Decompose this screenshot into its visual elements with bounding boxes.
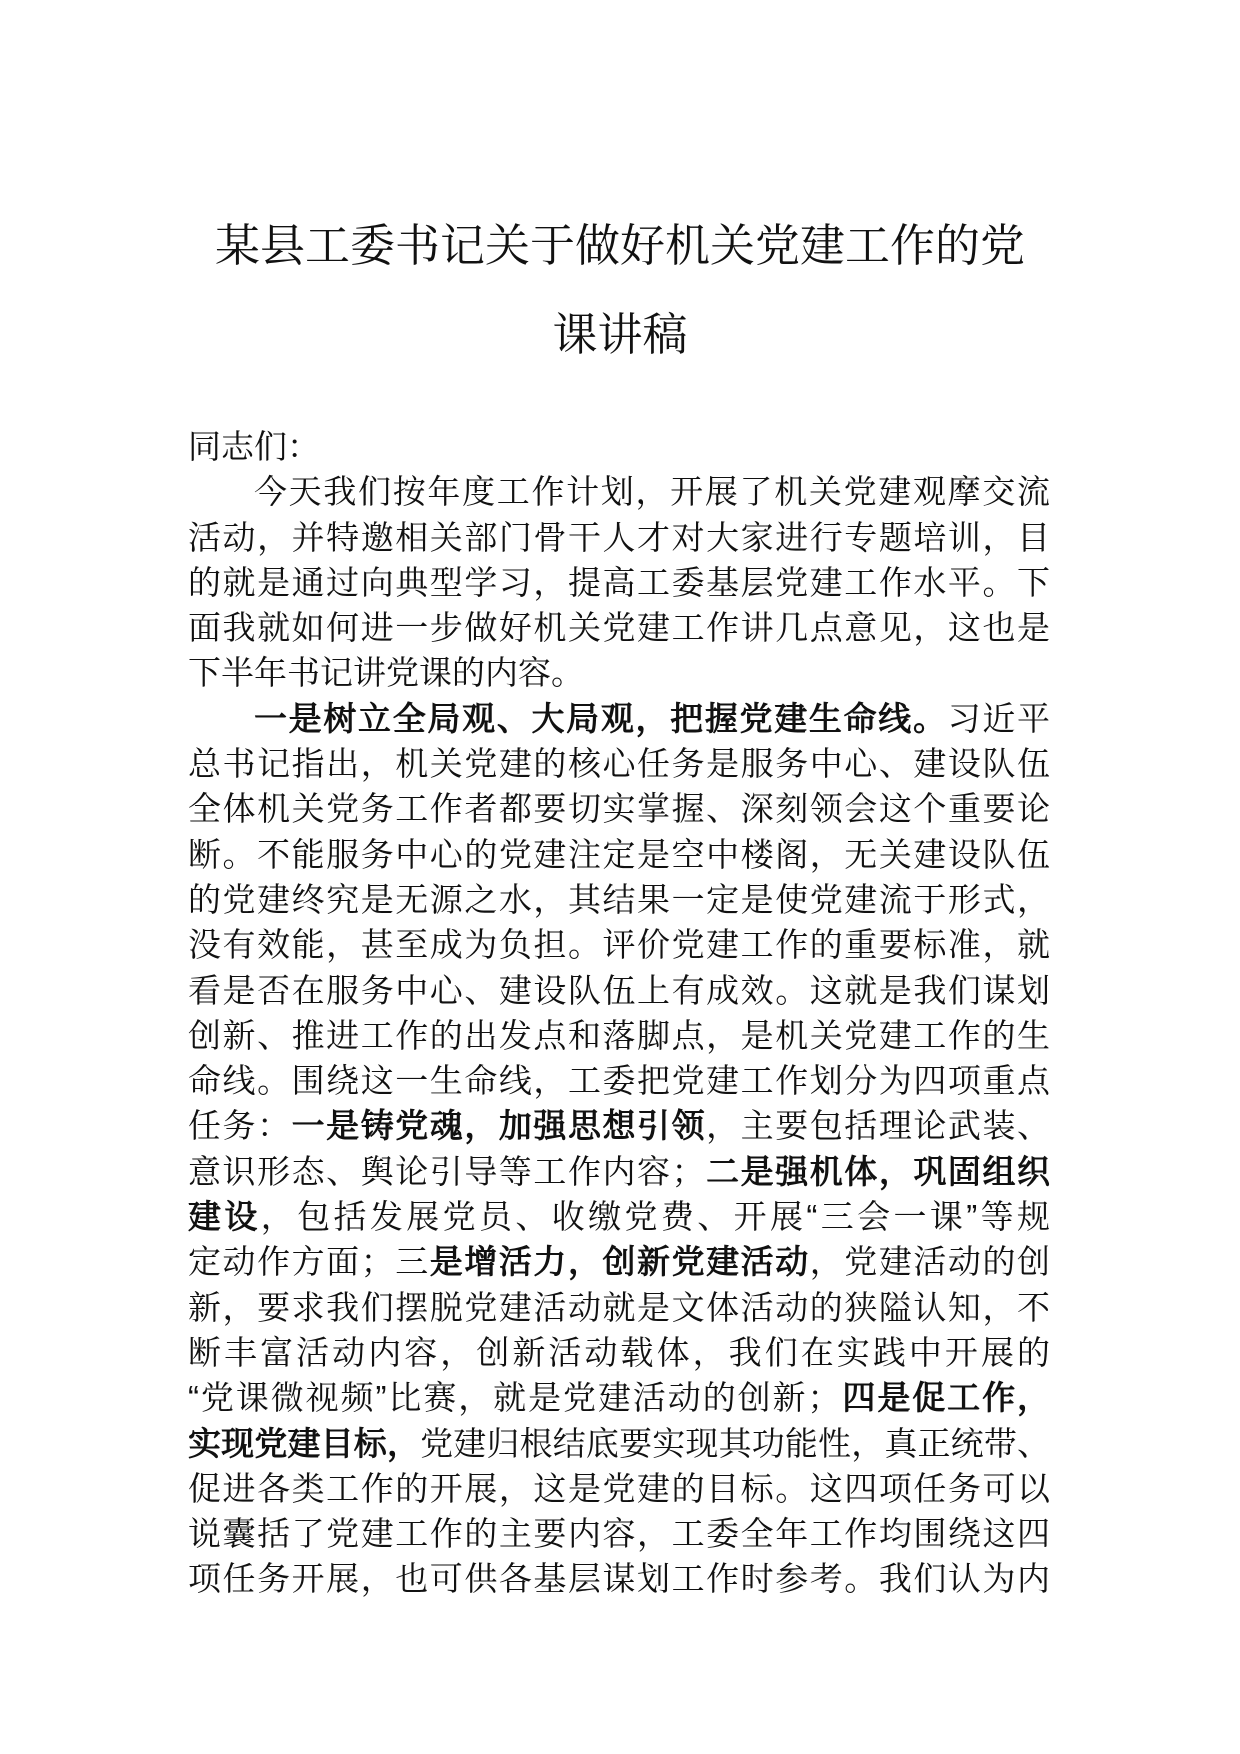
text-line xyxy=(188,877,1050,922)
text-line xyxy=(188,1330,1050,1375)
text-line xyxy=(188,968,1050,1013)
text-line xyxy=(188,1285,1050,1330)
text-line xyxy=(188,469,1050,514)
text-segment: 命线。围绕这一生命线，工委把党建工作划分为四项重点 xyxy=(188,1062,1050,1100)
text-segment: 同志们： xyxy=(188,428,320,465)
text-line xyxy=(188,696,1050,741)
text-segment: 总书记指出，机关党建的核心任务是服务中心、建设队伍 xyxy=(188,745,1050,783)
text-segment: 定动作方面；三 xyxy=(188,1243,430,1281)
text-segment: 的就是通过向典型学习，提高工委基层党建工作水平。下 xyxy=(188,563,1050,601)
text-line xyxy=(188,832,1050,877)
text-line xyxy=(188,1058,1050,1103)
text-line xyxy=(188,424,1050,469)
bold-text-segment: 四是促工作， xyxy=(840,1379,1051,1417)
text-line xyxy=(188,1149,1050,1194)
text-segment: 断。不能服务中心的党建注定是空中楼阁，无关建设队伍 xyxy=(188,835,1050,873)
document-title-line-1: 某县工委书记关于做好机关党建工作的党 xyxy=(214,220,1025,271)
text-line xyxy=(188,1239,1050,1284)
bold-text-segment: 一是铸党魂，加强思想引领 xyxy=(291,1107,707,1145)
text-segment: 习近平 xyxy=(947,699,1051,737)
text-segment: ，党建活动的创 xyxy=(809,1243,1051,1281)
text-segment: 没有效能，甚至成为负担。评价党建工作的重要标准，就 xyxy=(188,926,1050,964)
text-segment: 说囊括了党建工作的主要内容，工委全年工作均围绕这四 xyxy=(188,1515,1050,1553)
bold-text-segment: 二是强机体，巩固组织 xyxy=(704,1152,1051,1190)
text-line xyxy=(188,1511,1050,1556)
text-segment: ，主要包括理论武装、 xyxy=(706,1107,1051,1145)
text-line xyxy=(188,786,1050,831)
text-line xyxy=(188,515,1050,560)
text-segment: 断丰富活动内容，创新活动载体，我们在实践中开展的 xyxy=(188,1333,1050,1371)
document-body xyxy=(188,424,1050,1602)
bold-text-segment: 建设 xyxy=(188,1198,261,1236)
text-segment: 今天我们按年度工作计划，开展了机关党建观摩交流 xyxy=(254,473,1050,511)
text-line xyxy=(188,1556,1050,1601)
text-line xyxy=(188,741,1050,786)
text-segment: 全体机关党务工作者都要切实掌握、深刻领会这个重要论 xyxy=(188,790,1050,828)
text-segment: 新，要求我们摆脱党建活动就是文体活动的狭隘认知，不 xyxy=(188,1288,1050,1326)
text-segment: 的党建终究是无源之水，其结果一定是使党建流于形式， xyxy=(188,880,1050,918)
text-line xyxy=(188,560,1050,605)
text-line xyxy=(188,1194,1050,1239)
bold-text-segment: 实现党建目标， xyxy=(188,1424,421,1462)
text-line xyxy=(188,922,1050,967)
text-segment: ，包括发展党员、收缴党费、开展“三会一课”等规 xyxy=(260,1198,1051,1236)
text-segment: 活动，并特邀相关部门骨干人才对大家进行专题培训，目 xyxy=(188,518,1050,556)
text-line xyxy=(188,1103,1050,1148)
text-segment: 促进各类工作的开展，这是党建的目标。这四项任务可以 xyxy=(188,1469,1050,1507)
text-segment: “党课微视频”比赛，就是党建活动的创新； xyxy=(188,1379,841,1417)
document-title-line-2: 课讲稿 xyxy=(552,309,688,360)
text-segment: 党建归根结底要实现其功能性，真正统带、 xyxy=(420,1424,1051,1462)
text-segment: 项任务开展，也可供各基层谋划工作时参考。我们认为内 xyxy=(188,1560,1050,1598)
text-segment: 意识形态、舆论引导等工作内容； xyxy=(188,1152,705,1190)
text-segment: 创新、推进工作的出发点和落脚点，是机关党建工作的生 xyxy=(188,1016,1050,1054)
text-line xyxy=(188,605,1050,650)
text-line xyxy=(188,650,1050,695)
text-segment: 任务： xyxy=(188,1107,292,1145)
text-line xyxy=(188,1466,1050,1511)
text-segment: 下半年书记讲党课的内容。 xyxy=(188,654,584,692)
text-line xyxy=(188,1013,1050,1058)
bold-text-segment: 是增活力，创新党建活动 xyxy=(429,1243,810,1281)
text-segment: 面我就如何进一步做好机关党建工作讲几点意见，这也是 xyxy=(188,609,1050,647)
text-line xyxy=(188,1375,1050,1420)
bold-text-segment: 一是树立全局观、大局观，把握党建生命线。 xyxy=(254,699,948,737)
text-segment: 看是否在服务中心、建设队伍上有成效。这就是我们谋划 xyxy=(188,971,1050,1009)
text-line xyxy=(188,1421,1050,1466)
